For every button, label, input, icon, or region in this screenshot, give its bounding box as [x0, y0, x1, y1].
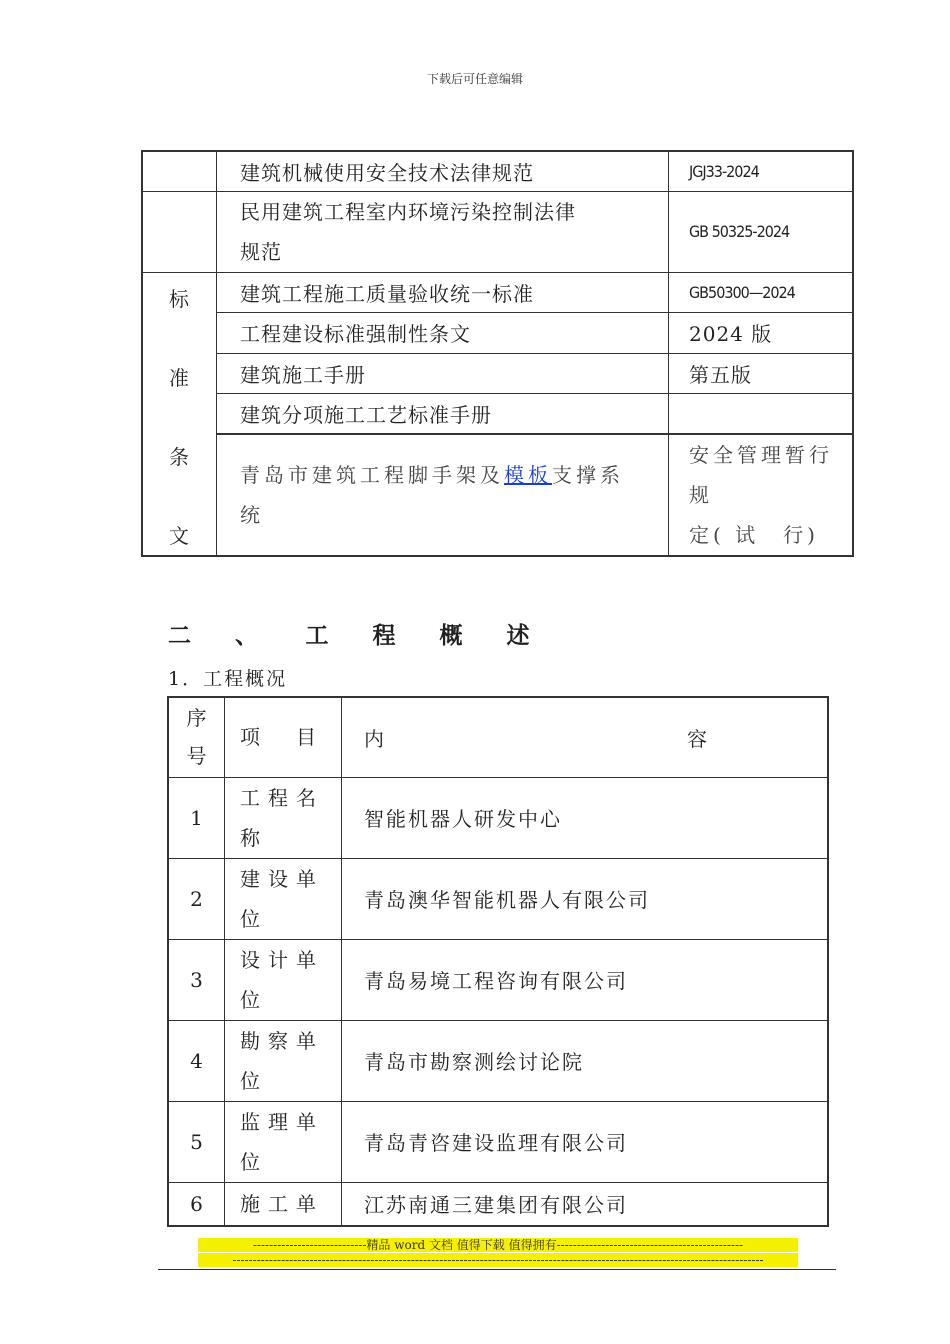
standards-table: [141, 150, 854, 557]
table-row: 5 监理单 位 青岛青咨建设监理有限公司: [168, 1101, 828, 1182]
standard-code: GB 50325-2024: [669, 191, 854, 272]
table-header-row: [168, 697, 828, 777]
table-row: 3 设计单 位 青岛易境工程咨询有限公司: [168, 939, 828, 1020]
standard-code: GB50300—2024: [669, 272, 854, 312]
standard-code: [669, 393, 854, 434]
standard-name: 建筑机械使用安全技术法律规范: [217, 151, 669, 191]
page-header: 下载后可任意编辑: [426, 72, 523, 86]
header-content: 内 容: [342, 697, 829, 777]
template-link[interactable]: 模板: [504, 463, 552, 487]
standard-name: 青岛市建筑工程脚手架及模板支撑系 统: [217, 434, 669, 556]
table-row: 1 工程名 称 智能机器人研发中心: [168, 777, 828, 858]
group-label: 标 准 条 文: [142, 272, 217, 556]
standard-name: 民用建筑工程室内环境污染控制法律 规范: [217, 191, 669, 272]
standard-code: 第五版: [669, 353, 854, 393]
standard-name: 建筑施工手册: [217, 353, 669, 393]
group-cell-top: [142, 191, 217, 272]
standard-name: 工程建设标准强制性条文: [217, 312, 669, 353]
section-subtitle: 1．工程概况: [168, 668, 288, 690]
standard-code: 安全管理暂行规 定( 试 行): [669, 434, 854, 556]
footer-watermark-line1: ----------------------------精品 word 文档 值得下载 值得拥有----------------------------------------------: [198, 1238, 798, 1252]
standard-name: 建筑工程施工质量验收统一标准: [217, 272, 669, 312]
header-no: 序 号: [168, 697, 225, 777]
footer-watermark-line2: -----------------------------------------------------------------------------------------------------------------------------------: [198, 1253, 798, 1267]
table-row: 6 施工单 江苏南通三建集团有限公司: [168, 1182, 828, 1226]
group-cell-top: [142, 151, 217, 191]
footer-rule: [158, 1269, 836, 1270]
standard-code: 2024 版: [669, 312, 854, 353]
standard-name: 建筑分项施工工艺标准手册: [217, 393, 669, 434]
table-row: 4 勘察单 位 青岛市勘察测绘讨论院: [168, 1020, 828, 1101]
table-row: 2 建设单 位 青岛澳华智能机器人有限公司: [168, 858, 828, 939]
standard-code: JGJ33-2024: [669, 151, 854, 191]
header-item: 项 目: [225, 697, 342, 777]
section-title: 二 、 工 程 概 述: [168, 622, 548, 649]
overview-table: [167, 696, 829, 1227]
